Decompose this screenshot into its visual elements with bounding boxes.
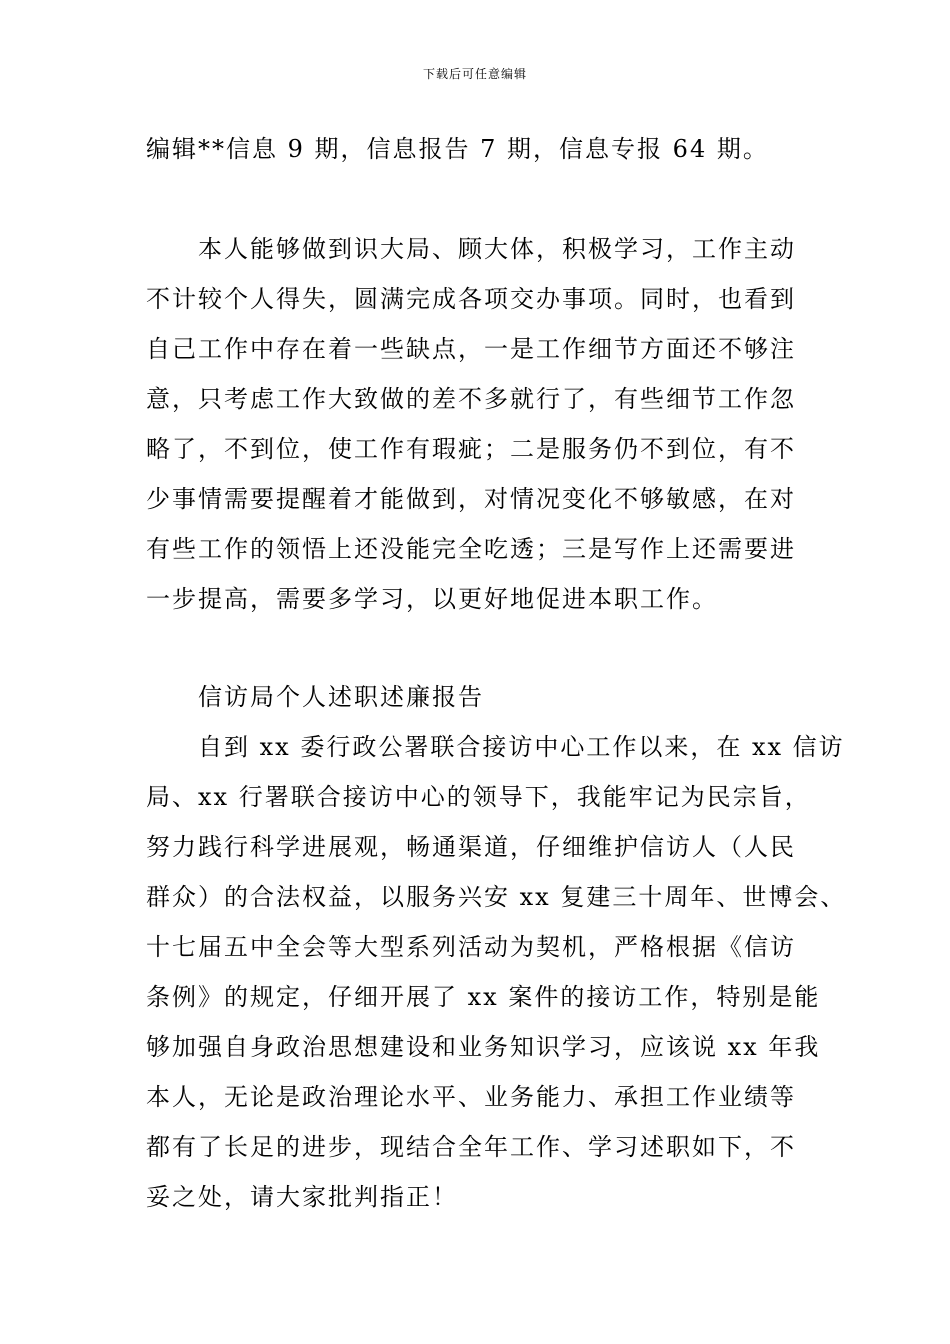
paragraph-line: 少事情需要提醒着才能做到，对情况变化不够敏感，在对 [146,485,796,513]
paragraph-line: 不计较个人得失，圆满完成各项交办事项。同时，也看到 [146,285,796,313]
paragraph-line: 自己工作中存在着一些缺点，一是工作细节方面还不够注 [146,335,796,363]
paragraph-line: 妥之处，请大家批判指正！ [146,1183,458,1211]
paragraph-line: 局、xx 行署联合接访中心的领导下，我能牢记为民宗旨， [146,783,811,811]
paragraph-2 [146,224,826,624]
paragraph-line: 一步提高，需要多学习，以更好地促进本职工作。 [146,585,718,613]
page-header: 下载后可任意编辑 [422,67,527,81]
paragraph-line: 编辑**信息 9 期，信息报告 7 期，信息专报 64 期。 [146,135,769,163]
paragraph-line: 本人，无论是政治理论水平、业务能力、承担工作业绩等 [146,1083,796,1111]
paragraph-line: 意，只考虑工作大致做的差不多就行了，有些细节工作忽 [146,385,796,413]
paragraph-line: 有些工作的领悟上还没能完全吃透；三是写作上还需要进 [146,535,796,563]
paragraph-line: 自到 xx 委行政公署联合接访中心工作以来，在 xx 信访 [198,733,845,761]
paragraph-line: 十七届五中全会等大型系列活动为契机，严格根据《信访 [146,933,796,961]
paragraph-line: 略了，不到位，使工作有瑕疵；二是服务仍不到位，有不 [146,435,796,463]
paragraph-line: 够加强自身政治思想建设和业务知识学习，应该说 xx 年我 [146,1033,821,1061]
paragraph-line: 努力践行科学进展观，畅通渠道，仔细维护信访人（人民 [146,833,796,861]
paragraph-line: 本人能够做到识大局、顾大体，积极学习，工作主动 [198,235,796,263]
section-title: 信访局个人述职述廉报告 [198,683,484,711]
paragraph-3 [146,722,847,1222]
paragraph-line: 群众）的合法权益，以服务兴安 xx 复建三十周年、世博会、 [146,883,847,911]
paragraph-line: 条例》的规定，仔细开展了 xx 案件的接访工作，特别是能 [146,983,821,1011]
paragraph-line: 都有了长足的进步，现结合全年工作、学习述职如下，不 [146,1133,796,1161]
paragraph-1 [146,124,826,174]
section-title-block [146,672,826,722]
